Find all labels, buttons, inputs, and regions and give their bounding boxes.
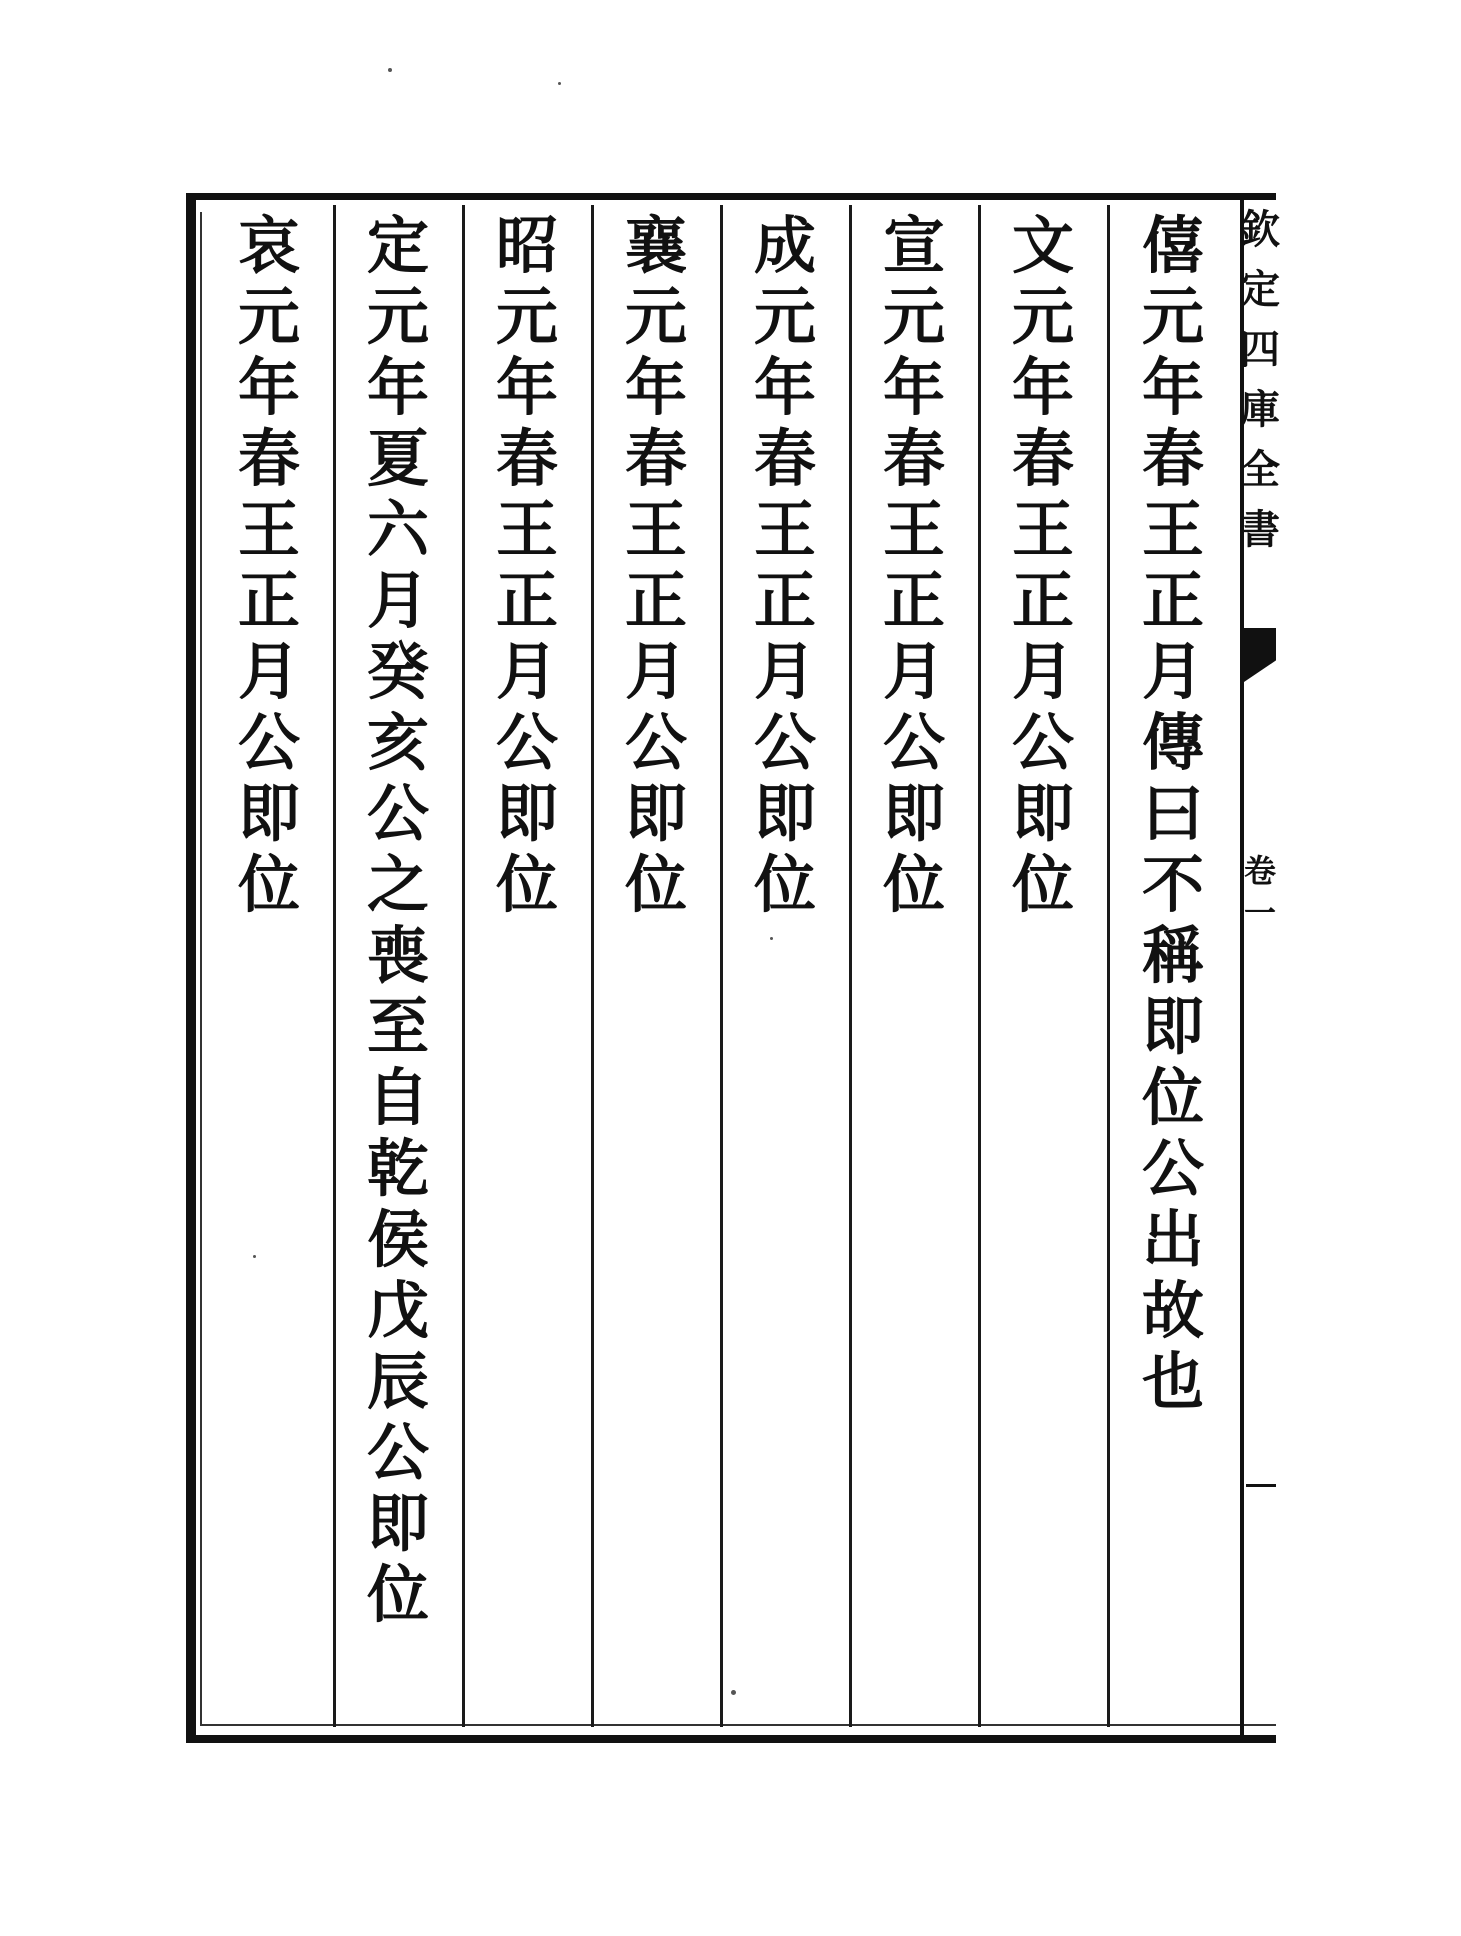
column-rule (462, 205, 465, 1727)
column-character: 不 (1141, 848, 1204, 921)
column-character: 位 (366, 1558, 429, 1631)
column-character: 元 (1011, 280, 1074, 353)
text-column (350, 210, 446, 1630)
column-character: 年 (1011, 351, 1074, 424)
column-character: 即 (882, 777, 945, 850)
column-character: 王 (753, 493, 816, 566)
column-character: 正 (1011, 564, 1074, 637)
column-character: 元 (753, 280, 816, 353)
column-character: 位 (624, 848, 687, 921)
column-character: 即 (237, 777, 300, 850)
column-character: 宣 (882, 209, 945, 282)
column-character: 位 (1141, 1061, 1204, 1134)
column-character: 也 (1141, 1345, 1204, 1418)
column-character: 公 (1011, 706, 1074, 779)
text-column (221, 210, 317, 920)
column-rule (978, 205, 981, 1727)
column-character: 元 (495, 280, 558, 353)
scan-speck (253, 1255, 256, 1258)
scan-speck (731, 1690, 736, 1695)
column-character: 故 (1141, 1274, 1204, 1347)
column-character: 春 (495, 422, 558, 495)
column-character: 自 (366, 1061, 429, 1134)
column-character: 亥 (366, 706, 429, 779)
column-character: 公 (237, 706, 300, 779)
column-character: 即 (495, 777, 558, 850)
column-character: 年 (1141, 351, 1204, 424)
column-character: 文 (1011, 209, 1074, 282)
text-column (866, 210, 962, 920)
text-column (737, 210, 833, 920)
column-character: 月 (366, 564, 429, 637)
column-character: 乾 (366, 1132, 429, 1205)
column-character: 位 (882, 848, 945, 921)
column-character: 年 (624, 351, 687, 424)
text-column (479, 210, 575, 920)
column-character: 王 (495, 493, 558, 566)
column-character: 王 (1141, 493, 1204, 566)
column-rule (333, 205, 336, 1727)
column-character: 位 (237, 848, 300, 921)
column-character: 公 (882, 706, 945, 779)
column-character: 王 (882, 493, 945, 566)
column-character: 月 (624, 635, 687, 708)
column-character: 正 (882, 564, 945, 637)
column-rule (1107, 205, 1110, 1727)
column-character: 公 (624, 706, 687, 779)
title-character: 庫 (1240, 386, 1280, 433)
column-character: 月 (1141, 635, 1204, 708)
column-character: 辰 (366, 1345, 429, 1418)
column-character: 正 (237, 564, 300, 637)
column-character: 曰 (1141, 777, 1204, 850)
column-character: 春 (1011, 422, 1074, 495)
column-character: 戊 (366, 1274, 429, 1347)
column-character: 年 (753, 351, 816, 424)
column-character: 即 (1011, 777, 1074, 850)
column-character: 即 (753, 777, 816, 850)
column-character: 之 (366, 848, 429, 921)
title-character: 定 (1240, 266, 1280, 313)
juan-character: 卷 (1244, 852, 1277, 890)
column-character: 正 (753, 564, 816, 637)
column-character: 公 (1141, 1132, 1204, 1205)
column-character: 元 (624, 280, 687, 353)
column-character: 正 (495, 564, 558, 637)
column-character: 王 (237, 493, 300, 566)
column-character: 正 (1141, 564, 1204, 637)
title-character: 欽 (1240, 206, 1280, 253)
column-character: 元 (366, 280, 429, 353)
column-character: 定 (366, 209, 429, 282)
column-rule (591, 205, 594, 1727)
column-character: 元 (237, 280, 300, 353)
column-character: 月 (237, 635, 300, 708)
title-character: 全 (1240, 446, 1280, 493)
column-character: 月 (495, 635, 558, 708)
column-character: 正 (624, 564, 687, 637)
column-character: 即 (624, 777, 687, 850)
fold-lower-mark (1246, 1484, 1276, 1487)
column-character: 春 (753, 422, 816, 495)
title-character: 書 (1240, 506, 1280, 553)
column-character: 即 (366, 1487, 429, 1560)
column-character: 昭 (495, 209, 558, 282)
column-rule (720, 205, 723, 1727)
column-character: 年 (237, 351, 300, 424)
column-character: 夏 (366, 422, 429, 495)
column-character: 年 (882, 351, 945, 424)
column-character: 位 (495, 848, 558, 921)
column-character: 癸 (366, 635, 429, 708)
frame-inner-bottom-rule (200, 1724, 1276, 1726)
text-column (608, 210, 704, 920)
juan-label (1244, 850, 1276, 934)
column-character: 成 (753, 209, 816, 282)
column-character: 公 (753, 706, 816, 779)
column-character: 公 (495, 706, 558, 779)
scan-speck (558, 82, 561, 85)
column-character: 元 (882, 280, 945, 353)
juan-character: 一 (1244, 894, 1277, 932)
column-character: 王 (624, 493, 687, 566)
column-character: 元 (1141, 280, 1204, 353)
column-character: 公 (366, 777, 429, 850)
text-column (995, 210, 1091, 920)
scan-speck (388, 68, 392, 72)
column-character: 王 (1011, 493, 1074, 566)
title-character: 四 (1240, 326, 1280, 373)
column-character: 出 (1141, 1203, 1204, 1276)
column-character: 春 (624, 422, 687, 495)
scan-speck (770, 937, 773, 940)
column-character: 哀 (237, 209, 300, 282)
column-character: 月 (1011, 635, 1074, 708)
column-rule (849, 205, 852, 1727)
column-character: 稱 (1141, 919, 1204, 992)
column-character: 傳 (1141, 706, 1204, 779)
book-title-vertical (1240, 200, 1280, 560)
column-character: 僖 (1141, 209, 1204, 282)
column-character: 公 (366, 1416, 429, 1489)
column-character: 春 (882, 422, 945, 495)
text-column (1125, 210, 1221, 1417)
column-character: 位 (1011, 848, 1074, 921)
column-character: 月 (882, 635, 945, 708)
column-character: 六 (366, 493, 429, 566)
column-character: 月 (753, 635, 816, 708)
frame-inner-left-rule (200, 212, 202, 1724)
column-character: 侯 (366, 1203, 429, 1276)
column-character: 年 (495, 351, 558, 424)
column-character: 春 (237, 422, 300, 495)
column-character: 位 (753, 848, 816, 921)
column-character: 春 (1141, 422, 1204, 495)
column-character: 即 (1141, 990, 1204, 1063)
column-character: 至 (366, 990, 429, 1063)
column-character: 襄 (624, 209, 687, 282)
column-character: 年 (366, 351, 429, 424)
column-character: 喪 (366, 919, 429, 992)
